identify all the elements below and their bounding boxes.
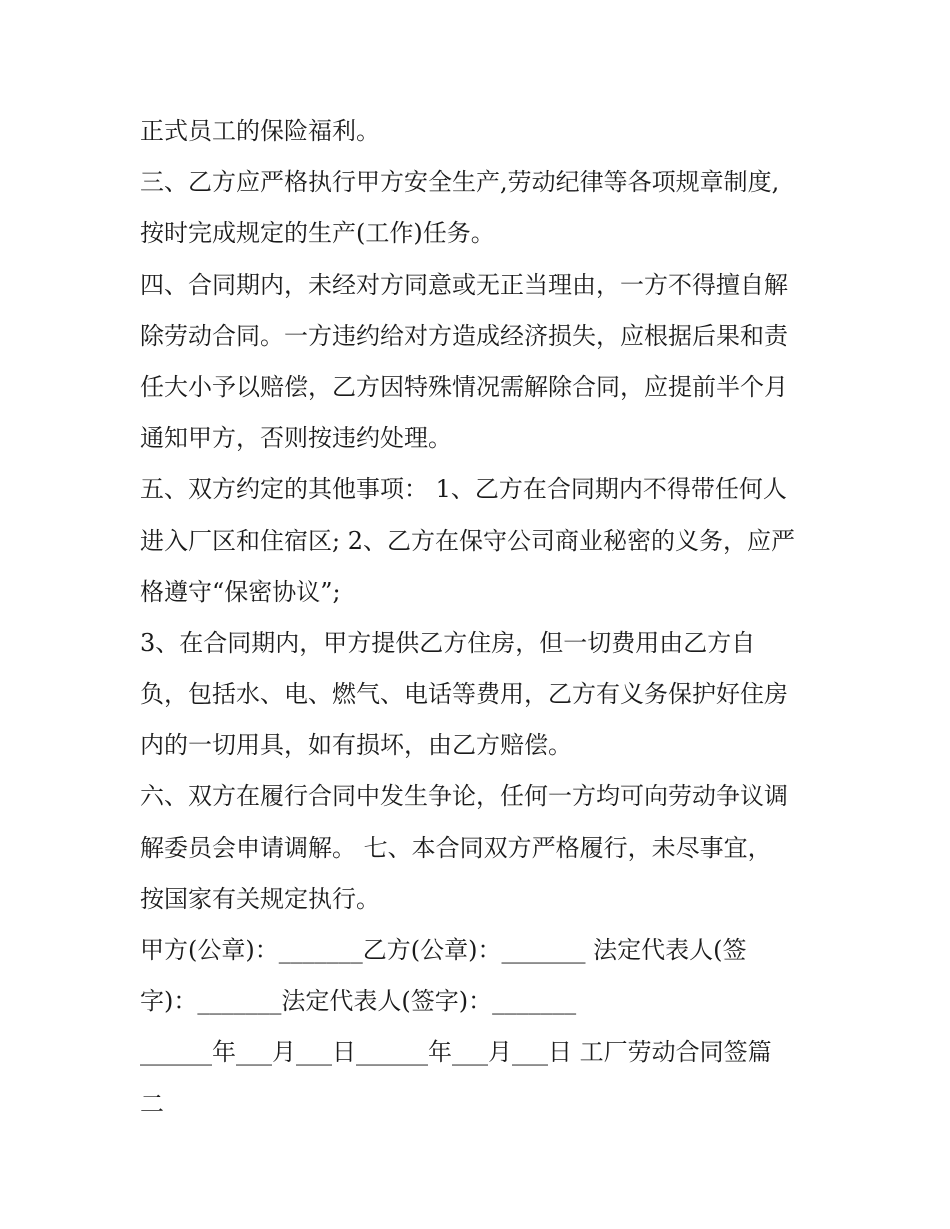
date-line: ______年___月___日______年___月___日 工厂劳动合同签篇: [140, 1038, 772, 1067]
text-line: 除劳动合同。一方违约给对方造成经济损失，应根据后果和责: [140, 321, 788, 350]
text-line: 通知甲方，否则按违约处理。: [140, 424, 452, 453]
text-line: 五、双方约定的其他事项： 1、乙方在合同期内不得带任何人: [140, 475, 787, 504]
contract-body-text: [140, 106, 840, 1130]
text-line: 四、合同期内，未经对方同意或无正当理由，一方不得擅自解: [140, 270, 788, 299]
text-line: 三、乙方应严格执行甲方安全生产,劳动纪律等各项规章制度,: [140, 168, 780, 197]
signature-line: 甲方(公章)：_______乙方(公章)：_______ 法定代表人(签: [140, 936, 747, 964]
text-line: 六、双方在履行合同中发生争论，任何一方均可向劳动争议调: [140, 782, 788, 811]
text-line: 按国家有关规定执行。: [140, 884, 380, 913]
text-line: 正式员工的保险福利。: [140, 117, 380, 145]
signature-line: 字)：_______法定代表人(签字)：_______: [140, 987, 577, 1016]
text-line: 解委员会申请调解。 七、本合同双方严格履行，未尽事宜，: [140, 833, 772, 862]
text-line: 内的一切用具，如有损坏，由乙方赔偿。: [140, 731, 572, 760]
section-heading-continuation: 二: [140, 1089, 164, 1118]
text-line: 3、在合同期内，甲方提供乙方住房，但一切费用由乙方自: [140, 628, 756, 657]
text-line: 进入厂区和住宿区; 2、乙方在保守公司商业秘密的义务，应严: [140, 526, 795, 555]
text-line: 按时完成规定的生产(工作)任务。: [140, 219, 495, 248]
text-line: 任大小予以赔偿，乙方因特殊情况需解除合同，应提前半个月: [140, 372, 788, 401]
text-line: 负，包括水、电、燃气、电话等费用，乙方有义务保护好住房: [140, 680, 788, 709]
text-line: 格遵守“保密协议”;: [140, 577, 341, 606]
